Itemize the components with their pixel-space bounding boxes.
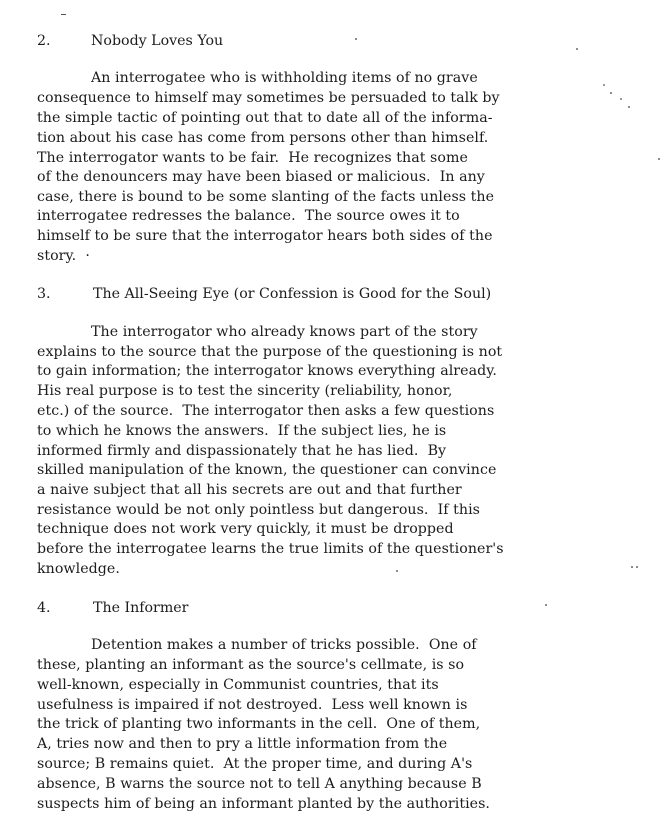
text-line: The interrogator wants to be fair. He recognizes that some xyxy=(37,150,468,166)
text-line: explains to the source that the purpose of the questioning is not xyxy=(37,344,503,360)
scan-speck xyxy=(545,604,547,606)
text-line: interrogatee redresses the balance. The source owes it to xyxy=(37,208,460,224)
section-title: The Informer xyxy=(93,600,189,616)
text-line: consequence to himself may sometimes be persuaded to talk by xyxy=(37,90,500,106)
scan-speck xyxy=(603,84,605,86)
scan-speck xyxy=(355,38,357,40)
text-line: knowledge. xyxy=(37,561,120,577)
scan-speck xyxy=(620,98,622,100)
text-line: himself to be sure that the interrogator hears both sides of the xyxy=(37,228,493,244)
text-line: informed firmly and dispassionately that he has lied. By xyxy=(37,443,447,459)
text-line: the simple tactic of pointing out that to date all of the informa- xyxy=(37,110,493,126)
text-line: the trick of planting two informants in the cell. One of them, xyxy=(37,716,481,732)
text-line: story. · xyxy=(37,248,90,264)
scan-speck xyxy=(576,48,578,50)
section-title: The All-Seeing Eye (or Confession is Good for the Soul) xyxy=(93,286,492,302)
text-line: etc.) of the source. The interrogator then asks a few questions xyxy=(37,403,495,419)
scan-speck xyxy=(658,158,660,160)
section-title: Nobody Loves You xyxy=(91,33,224,49)
text-line: of the denouncers may have been biased or malicious. In any xyxy=(37,169,485,185)
text-line: a naive subject that all his secrets are out and that further xyxy=(37,482,462,498)
scan-speck xyxy=(396,570,398,572)
text-line: tion about his case has come from persons other than himself. xyxy=(37,130,489,146)
text-line: these, planting an informant as the source's cellmate, is so xyxy=(37,657,465,673)
text-line: resistance would be not only pointless but dangerous. If this xyxy=(37,502,480,518)
scan-speck xyxy=(628,106,630,108)
scan-mark xyxy=(61,14,66,15)
scan-speck xyxy=(636,566,638,568)
text-line: An interrogatee who is withholding items of no grave xyxy=(91,70,478,86)
text-line: to gain information; the interrogator knows everything already. xyxy=(37,363,497,379)
text-line: absence, B warns the source not to tell A anything because B xyxy=(37,776,482,792)
text-line: usefulness is impaired if not destroyed. Less well known is xyxy=(37,697,468,713)
text-line: case, there is bound to be some slanting of the facts unless the xyxy=(37,189,495,205)
text-line: skilled manipulation of the known, the questioner can convince xyxy=(37,462,497,478)
section-number: 3. xyxy=(37,286,51,302)
section-number: 2. xyxy=(37,33,51,49)
text-line: well-known, especially in Communist countries, that its xyxy=(37,677,439,693)
text-line: before the interrogatee learns the true limits of the questioner's xyxy=(37,541,504,557)
text-line: A, tries now and then to pry a little information from the xyxy=(37,736,448,752)
section-number: 4. xyxy=(37,600,51,616)
text-line: His real purpose is to test the sincerity (reliability, honor, xyxy=(37,383,453,399)
scan-speck xyxy=(610,92,612,94)
text-line: The interrogator who already knows part of the story xyxy=(91,324,478,340)
text-line: to which he knows the answers. If the subject lies, he is xyxy=(37,423,447,439)
scan-speck xyxy=(631,566,633,568)
text-line: suspects him of being an informant planted by the authorities. xyxy=(37,796,490,812)
text-line: technique does not work very quickly, it must be dropped xyxy=(37,521,454,537)
text-line: Detention makes a number of tricks possible. One of xyxy=(91,637,477,653)
text-line: source; B remains quiet. At the proper time, and during A's xyxy=(37,756,473,772)
